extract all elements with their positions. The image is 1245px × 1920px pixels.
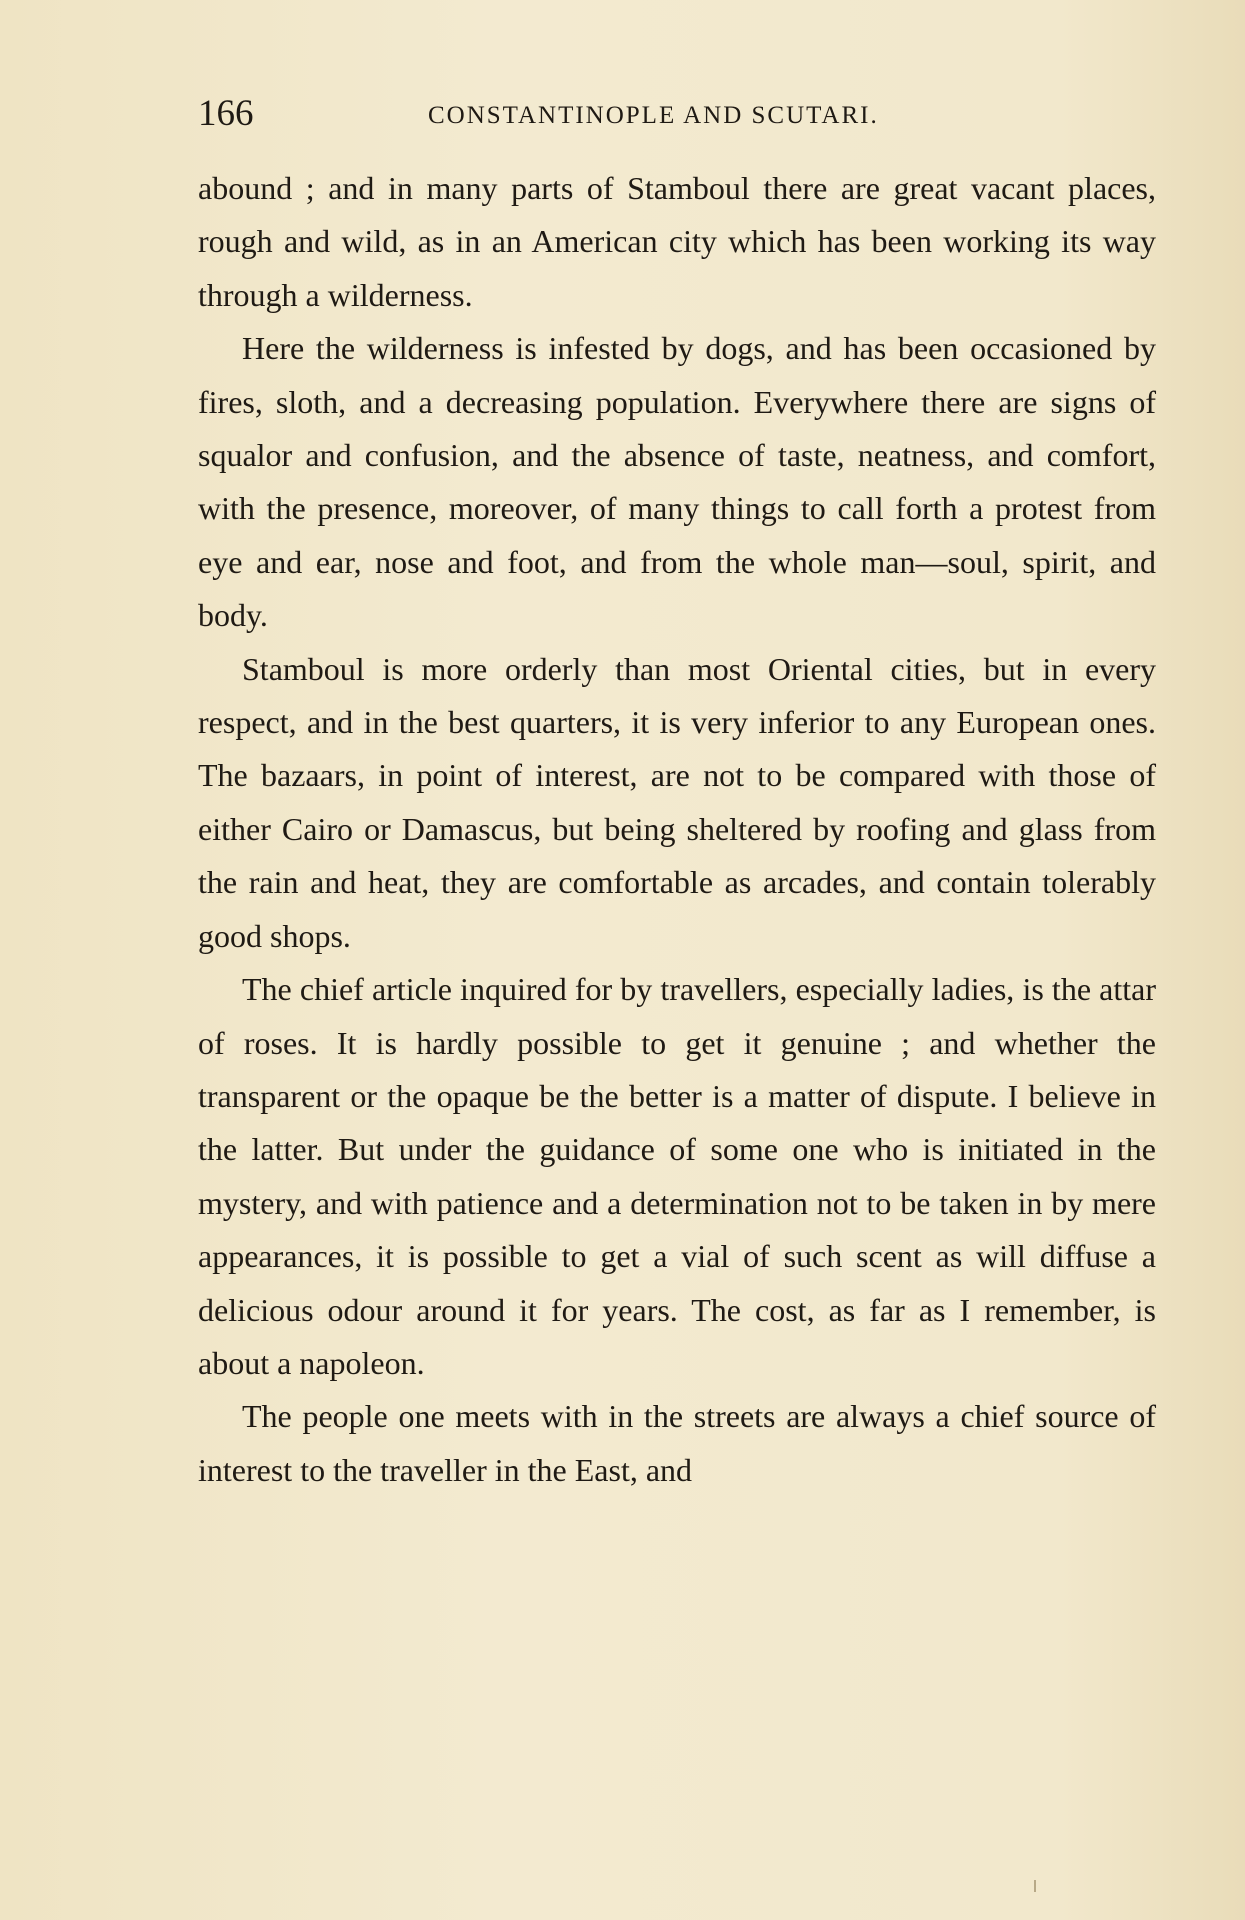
paragraph: The people one meets with in the streets are always a chief source of interest to the traveller in the East, and [198, 1398, 1156, 1488]
page-header [198, 92, 1158, 136]
page-number: 166 [198, 93, 254, 134]
paragraph: The chief article inquired for by travellers, especially ladies, is the attar of roses. It is hardly possible to get it genuine ; and whether the transparent or the opaque be the better is a matter of dispute. I believe in the latter. But under the guidance of some one who is initiated in the mystery, and with patience and a determination not to be taken in by mere appearances, it is possible to get a vial of such scent as will diffuse a delicious odour around it for years. The cost, as far as I remember, is about a napoleon. [198, 971, 1156, 1381]
paragraph: Stamboul is more orderly than most Oriental cities, but in every respect, and in the best quarters, it is very inferior to any European ones. The bazaars, in point of interest, are not to be compared with those of either Cairo or Damascus, but being sheltered by roofing and glass from the rain and heat, they are comfortable as arcades, and contain tolerably good shops. [198, 650, 1156, 954]
body-text [198, 162, 1156, 1497]
ink-mark [1034, 1880, 1036, 1892]
paragraph: Here the wilderness is infested by dogs, and has been occasioned by fires, sloth, and a decreasing population. Everywhere there are signs of squalor and confusion, and the absence of taste, neatness, and comfort, with the presence, moreover, of many things to call forth a protest from eye and ear, nose and foot, and from the whole man—soul, spirit, and body. [198, 330, 1156, 634]
paragraph: abound ; and in many parts of Stamboul there are great vacant places, rough and wild, as in an American city which has been working its way through a wilderness. [198, 170, 1156, 313]
running-head: CONSTANTINOPLE AND SCUTARI. [428, 102, 879, 129]
